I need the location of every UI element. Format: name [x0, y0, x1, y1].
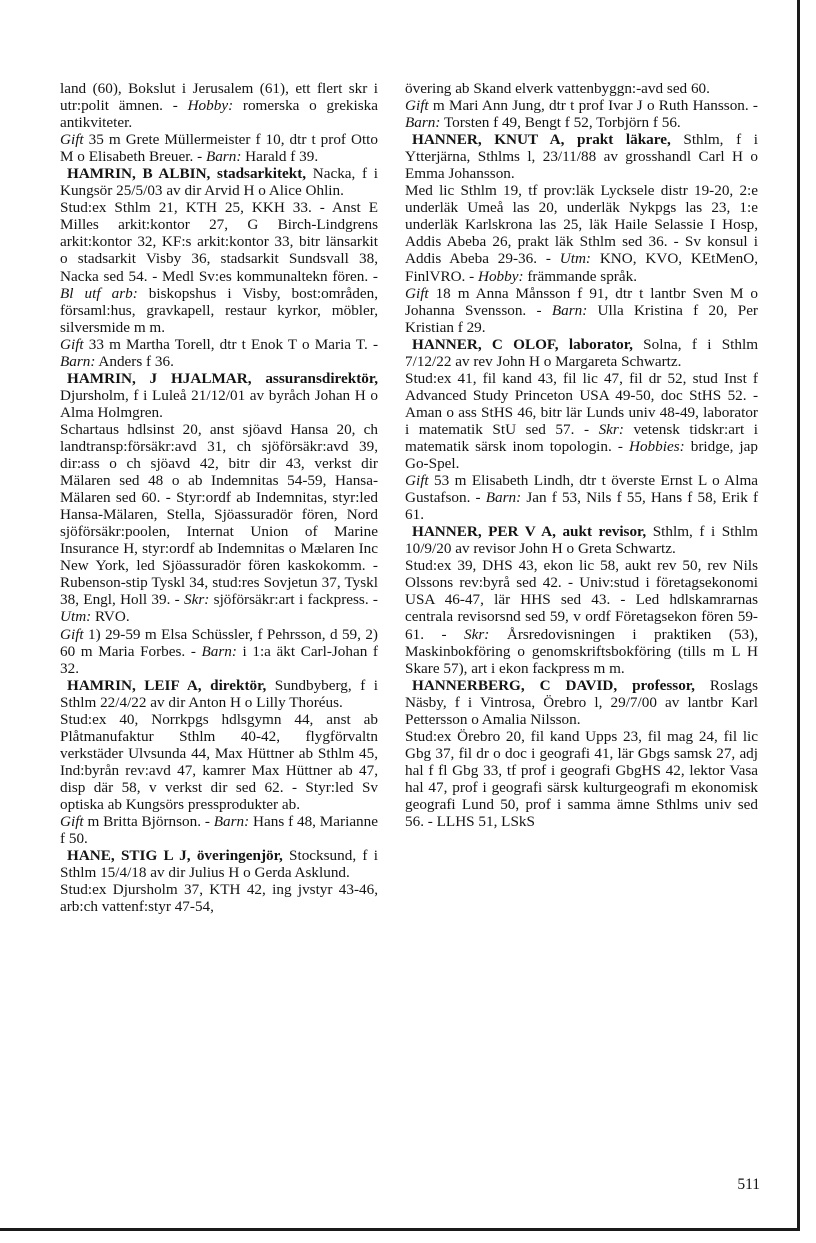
entry-hanner-per-v-a — [405, 523, 758, 676]
entry-hamrin-j-hjalmar — [60, 370, 378, 677]
barn-label: Barn: — [213, 813, 250, 831]
barn-label: Barn: — [201, 642, 237, 660]
entry-name: HANNER, PER V A, — [412, 523, 556, 541]
skr-label: Skr: — [598, 420, 624, 438]
entry-name: HANNER, KNUT A, — [412, 131, 565, 149]
page-edge-bottom — [0, 1228, 800, 1231]
entry-paragraph: Stud:ex Djursholm 37, KTH 42, ing jvstyr 43-46, arb:ch vattenf:styr 47-54, — [60, 881, 378, 916]
entry-hanner-c-olof — [405, 336, 758, 524]
entry-name: HAMRIN, J HJALMAR, — [67, 369, 252, 387]
gift-label: Gift — [60, 813, 84, 831]
entry-paragraph: Stud:ex 40, Norrkpgs hdlsgymn 44, anst ab Plåtmanufaktur Sthlm 40-42, flygförvaltn verkstäder Ulvsunda 44, Max Hüttner ab Sthlm 45, Ind:byrån rev:avd 47, kamrer Max Hüttner ab 47, disp där 58, v verkst dir sed 62. - Styr:led Sv optiska ab Kungsörs pressprodukter ab. — [60, 710, 378, 813]
entry-paragraph: Stud:ex 39, DHS 43, ekon lic 58, aukt rev 50, rev Nils Olssons rev:byrå sed 42. - Univ:stud i företagsekonomi USA 46-47, lär HHS sed 43. - Led hdlskamrarnas centrala revisorsnd sed 59, v ordf Företagsekon fören 59-61. - Skr: Årsredovisningen i praktiken (53), Maskinbokföring o genomskriftsbokföring (tills m L H Skare 57), art i ekon fackpress m m. — [405, 557, 759, 677]
entry-heading: HANNER, PER V A, aukt revisor, Sthlm, f i Sthlm 10/9/20 av revisor John H o Greta Schwartz. — [405, 523, 758, 558]
entry-title: överingenjör, — [196, 847, 283, 865]
utm-label: Utm: — [559, 250, 591, 268]
gift-label: Gift — [405, 284, 429, 302]
entry-name: HAMRIN, B ALBIN, — [67, 165, 211, 183]
entry-paragraph: Gift m Britta Björnson. - Barn: Hans f 48, Marianne f 50. — [60, 813, 378, 848]
entry-paragraph: Gift 33 m Martha Torell, dtr t Enok T o Maria T. - Barn: Anders f 36. — [60, 335, 378, 370]
hobby-label: Hobby: — [478, 267, 524, 285]
entry-hane-continuation — [405, 80, 758, 131]
entry-paragraph: Med lic Sthlm 19, tf prov:läk Lycksele distr 19-20, 2:e underläk Umeå las 20, underläk Nykpgs las 23, 1:e underläk Karlskrona las 25, läk Haile Selassie I Hosp, Addis Abeba 26, prakt läk Sthlm sed 36. - Sv konsul i Addis Abeba 29-36. - Utm: KNO, KVO, KEtMenO, FinlVRO. - Hobby: främmande språk. — [405, 182, 758, 285]
entry-hamrin-leif-a — [60, 677, 378, 847]
entry-paragraph: Gift 35 m Grete Müllermeister f 10, dtr t prof Otto M o Elisabeth Breuer. - Barn: Harald f 39. — [60, 131, 378, 166]
entry-hanner-knut-a — [405, 131, 758, 336]
page-edge-right — [797, 0, 800, 1229]
entry-heading: HANE, STIG L J, överingenjör, Stocksund, f i Sthlm 15/4/18 av dir Julius H o Gerda Asklund. — [60, 847, 378, 882]
entry-title: assuransdirektör, — [265, 369, 378, 387]
entry-heading: HAMRIN, B ALBIN, stadsarkitekt, Nacka, f i Kungsör 25/5/03 av dir Arvid H o Alice Ohlin. — [60, 165, 379, 200]
entry-hane-stig-l-j — [60, 847, 378, 915]
entry-paragraph: övering ab Skand elverk vattenbyggn:-avd sed 60. — [405, 80, 710, 97]
barn-label: Barn: — [485, 489, 522, 507]
entry-title: prakt läkare, — [577, 131, 671, 149]
gift-label: Gift — [60, 335, 84, 353]
entry-name: HANNERBERG, C DAVID, — [412, 676, 618, 694]
barn-label: Barn: — [60, 352, 96, 370]
right-column — [405, 80, 758, 830]
entry-name: HANNER, C OLOF, — [412, 335, 559, 353]
entry-paragraph: land (60), Bokslut i Jerusalem (61), ett flert skr i utr:polit ämnen. - Hobby: romerska o grekiska antikviteter. — [60, 80, 378, 132]
barn-label: Barn: — [405, 114, 441, 132]
entry-title: stadsarkitekt, — [217, 165, 307, 183]
entry-continuation — [60, 80, 378, 165]
entry-heading: HANNER, C OLOF, laborator, Solna, f i Sthlm 7/12/22 av rev John H o Margareta Schwartz. — [405, 335, 759, 370]
entry-heading: HAMRIN, J HJALMAR, assuransdirektör, Djursholm, f i Luleå 21/12/01 av byråch Johan H o Alma Holmgren. — [60, 369, 378, 421]
entry-name: HAMRIN, LEIF A, — [67, 676, 202, 694]
entry-title: direktör, — [210, 676, 267, 694]
left-column — [60, 80, 378, 915]
entry-paragraph: Schartaus hdlsinst 20, anst sjöavd Hansa 20, ch landtransp:försäkr:avd 31, ch sjöförsäkr:avd 39, dir:ass o ch sjöavd 42, bitr dir 43, verkst dir Mälaren sed 48 o ab Indemnitas 54-59, Hansa-Mälaren sed 60. - Styr:ordf ab Indemnitas, styr:led Hansa-Mälaren, Stella, Sjöassuradör fören, Nord sjöförsäkr:poolen, Internat Union of Marine Insurance H, styr:ordf ab Indemnitas o Mælaren Inc New York, led Sjöassuradör fören kaskokomm. - Rubenson-stip Tyskl 34, stud:res Sovjetun 37, Tyskl 38, Engl, Holl 39. - Skr: sjöförsäkr:art i fackpress. - Utm: RVO. — [60, 420, 378, 626]
gift-label: Gift — [405, 472, 429, 490]
entry-paragraph: Gift 1) 29-59 m Elsa Schüssler, f Pehrsson, d 59, 2) 60 m Maria Forbes. - Barn: i 1:a äkt Carl-Johan f 32. — [60, 625, 378, 677]
entry-paragraph: Stud:ex 41, fil kand 43, fil lic 47, fil dr 52, stud Inst f Advanced Study Princeton USA 49-50, doc StHS 52. - Aman o ass StHS 46, bitr lär Lunds univ 48-49, laborator i matematik StU sed 57. - Skr: vetensk tidskr:art i matematik särsk inom topologin. - Hobbies: bridge, jap Go-Spel. — [405, 369, 758, 473]
works-label: Bl utf arb: — [60, 284, 138, 302]
barn-label: Barn: — [205, 148, 242, 166]
hobbies-label: Hobbies: — [629, 437, 685, 455]
entry-paragraph: Stud:ex Sthlm 21, KTH 25, KKH 33. - Anst E Milles arkit:kontor 27, G Birch-Lindgrens arkit:kontor 32, KF:s arkit:kontor 33, bitr länsarkit o stadsarkit Visby 36, stadsarkit Sundsvall 38, Nacka sed 54. - Medl Sv:es kommunaltekn fören. - Bl utf arb: biskopshus i Visby, bost:områden, församl:hus, gravkapell, restaur kyrkor, möbler, silversmide m m. — [60, 199, 379, 336]
entry-paragraph: Gift 53 m Elisabeth Lindh, dtr t överste Ernst L o Alma Gustafson. - Barn: Jan f 53, Nils f 55, Hans f 58, Erik f 61. — [405, 472, 759, 524]
entry-title: laborator, — [568, 335, 633, 353]
entry-paragraph: Gift m Mari Ann Jung, dtr t prof Ivar J o Ruth Hansson. - Barn: Torsten f 49, Bengt f 52, Torbjörn f 56. — [405, 97, 758, 132]
barn-label: Barn: — [551, 301, 588, 319]
entry-heading: HANNERBERG, C DAVID, professor, Roslags Näsby, f i Vintrosa, Örebro l, 29/7/00 av lantbr Karl Pettersson o Amalia Nilsson. — [405, 676, 758, 728]
entry-paragraph: Gift 18 m Anna Månsson f 91, dtr t lantbr Sven M o Johanna Svensson. - Barn: Ulla Kristina f 20, Per Kristian f 29. — [405, 284, 758, 336]
entry-paragraph: Stud:ex Örebro 20, fil kand Upps 23, fil mag 24, fil lic Gbg 37, fil dr o doc i geografi 41, lär Gbgs samsk 27, adj hal f fl Gbg 33, tf prof i geografi GbgHS 42, lektor Vasa hal 47, prof i geografi särsk kulturgeografi m ekonomisk geografi Lund 50, prof i samma ämne Sthlms univ sed 56. - LLHS 51, LSkS — [405, 727, 758, 831]
entry-name: HANE, STIG L J, — [67, 847, 191, 865]
hobby-label: Hobby: — [187, 97, 234, 115]
entry-heading: HAMRIN, LEIF A, direktör, Sundbyberg, f i Sthlm 22/4/22 av dir Anton H o Lilly Thoréus. — [60, 676, 378, 711]
skr-label: Skr: — [464, 625, 490, 643]
entry-hannerberg-c-david — [405, 677, 758, 830]
skr-label: Skr: — [184, 591, 210, 609]
gift-label: Gift — [60, 625, 84, 643]
utm-label: Utm: — [60, 608, 92, 626]
page-number: 511 — [737, 1176, 760, 1193]
entry-hamrin-b-albin — [60, 165, 378, 370]
gift-label: Gift — [405, 97, 429, 115]
entry-title: aukt revisor, — [562, 523, 647, 541]
entry-heading: HANNER, KNUT A, prakt läkare, Sthlm, f i Ytterjärna, Sthlms l, 23/11/88 av grosshandl Carl H o Emma Johansson. — [405, 131, 758, 183]
gift-label: Gift — [60, 131, 84, 149]
entry-title: professor, — [632, 676, 695, 694]
